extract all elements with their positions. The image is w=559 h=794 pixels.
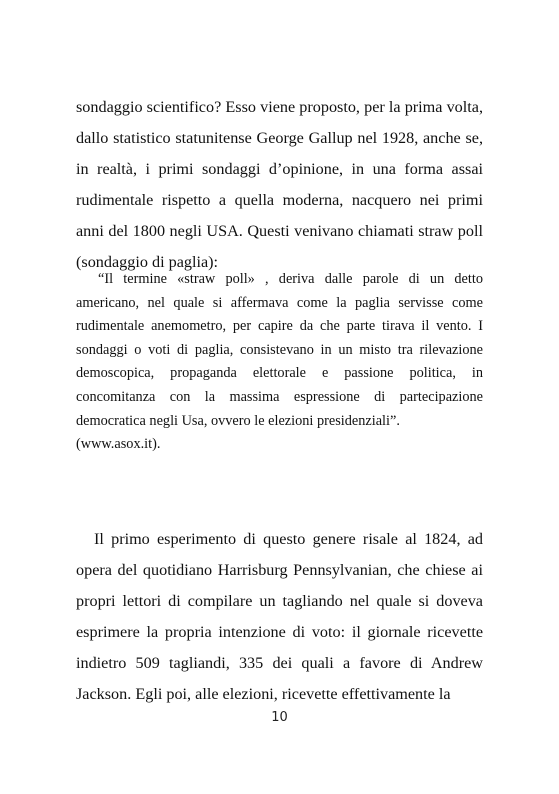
block-quote xyxy=(76,268,483,457)
body-paragraph-history xyxy=(76,524,483,710)
quote-text: “Il termine «straw poll» , deriva dalle parole di un detto americano, nel quale si affermava come la paglia servisse come rudimentale anemometro, per capire da che parte tirava il vento. I sondaggi o voti di paglia, consistevano in un misto tra rilevazione demoscopica, propaganda elettorale e passione politica, in concomitanza con la massima espressione di partecipazione democratica negli Usa, ovvero le elezioni presidenziali”. xyxy=(76,271,483,429)
body-paragraph-intro xyxy=(76,92,483,278)
quote-source: (www.asox.it). xyxy=(76,436,161,453)
page-number: 10 xyxy=(271,710,288,725)
paragraph-text: Il primo esperimento di questo genere risale al 1824, ad opera del quotidiano Harrisburg Pennsylvanian, che chiese ai propri lettori di compilare un tagliando nel quale si doveva esprimere la propria intenzione di voto: il giornale ricevette indietro 509 tagliandi, 335 dei quali a favore di Andrew Jackson. Egli poi, alle elezioni, ricevette effettivamente la xyxy=(76,530,483,703)
paragraph-text: sondaggio scientifico? Esso viene proposto, per la prima volta, dallo statistico statunitense George Gallup nel 1928, anche se, in realtà, i primi sondaggi d’opinione, in una forma assai rudimentale rispetto a quella moderna, nacquero nei primi anni del 1800 negli USA. Questi venivano chiamati straw poll (sondaggio di paglia): xyxy=(76,98,483,271)
